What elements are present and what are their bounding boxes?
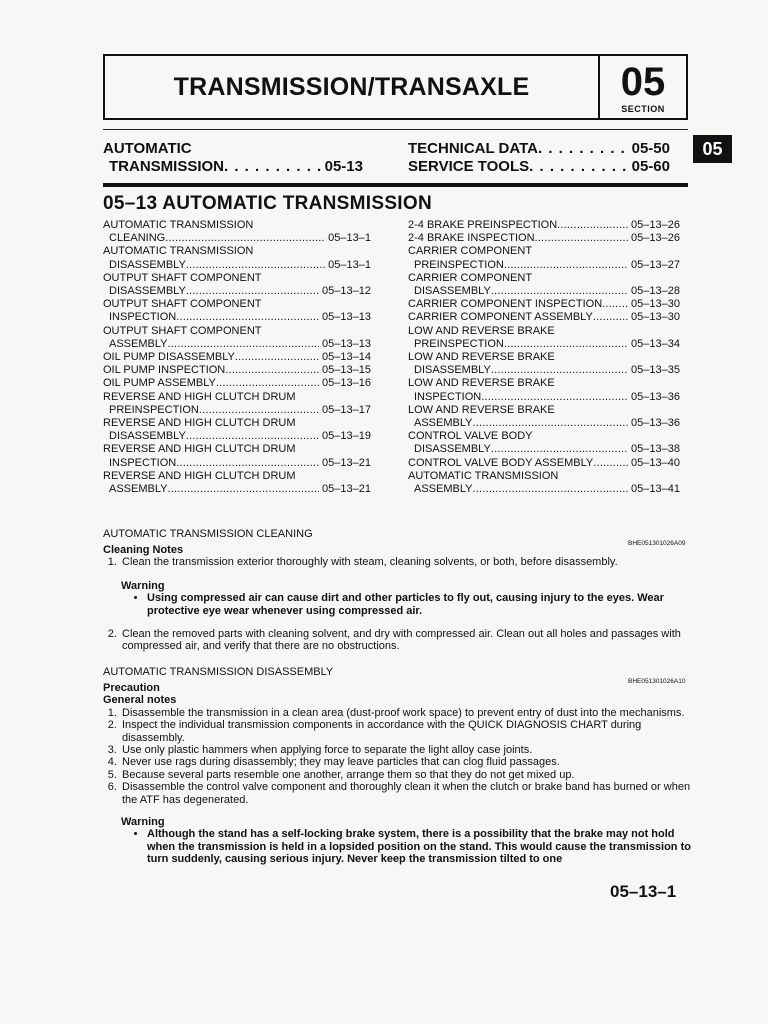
reference-code: BHE051301026A09: [628, 540, 686, 547]
chapter-index-entry: [103, 232, 371, 245]
index-page: 05–13–26: [631, 232, 680, 245]
index-label: INSPECTION: [414, 390, 482, 403]
chapter-index-entry: [408, 311, 680, 324]
leader-dots: [593, 457, 628, 470]
index-page: 05–13–35: [631, 364, 680, 377]
chapter-index-entry: [408, 430, 680, 443]
reference-code: BHE051301026A10: [628, 678, 686, 685]
index-label: ASSEMBLY: [414, 483, 473, 496]
chapter-index-entry: [103, 298, 371, 311]
chapter-index-entry: [103, 443, 371, 456]
leader-dots: [199, 404, 319, 417]
leader-dots: [186, 259, 325, 272]
section-number: 05: [620, 60, 666, 104]
precaution-heading: Precaution: [103, 682, 160, 694]
cleaning-step: 1. Clean the transmission exterior thoroughly with steam, cleaning solvents, or both, before disassembly.: [120, 556, 693, 568]
chapter-index-entry: [408, 259, 680, 272]
index-label: INSPECTION: [109, 311, 177, 324]
chapter-index-entry: [408, 219, 680, 232]
warning-list: [121, 828, 693, 865]
index-page: 05–13–12: [322, 285, 371, 298]
index-label: CLEANING: [109, 232, 166, 245]
leader-dots: [235, 351, 319, 364]
note-item: 4. Never use rags during disassembly; they may leave particles that can clog fluid passages.: [120, 756, 693, 768]
chapter-index-entry: [408, 457, 680, 470]
leader-dots: [491, 285, 628, 298]
leader-dots: [186, 430, 319, 443]
chapter-index-left: [103, 219, 371, 496]
section-number-box: [600, 56, 686, 118]
index-label: OIL PUMP INSPECTION: [103, 364, 226, 377]
leader-dots: [557, 219, 628, 232]
top-index-label: TRANSMISSION: [109, 158, 225, 175]
chapter-index-entry: [408, 443, 680, 456]
index-label: LOW AND REVERSE BRAKE: [408, 403, 555, 416]
cleaning-heading: AUTOMATIC TRANSMISSION CLEANING: [103, 528, 313, 540]
top-index-label: AUTOMATIC: [103, 140, 192, 157]
cleaning-steps: [103, 556, 693, 568]
leader-dots: [176, 457, 319, 470]
top-index-row: [408, 140, 670, 158]
chapter-index-entry: [103, 219, 371, 232]
section-label: SECTION: [621, 104, 665, 114]
index-label: DISASSEMBLY: [414, 443, 491, 456]
chapter-index-entry: [408, 377, 680, 390]
index-label: INSPECTION: [109, 456, 177, 469]
index-label: CONTROL VALVE BODY: [408, 430, 533, 443]
chapter-title: 05–13 AUTOMATIC TRANSMISSION: [103, 193, 432, 214]
index-page: 05–13–15: [322, 364, 371, 377]
index-page: 05–13–34: [631, 337, 680, 350]
chapter-index-entry: [103, 417, 371, 430]
index-page: 05–13–13: [322, 311, 371, 324]
index-page: 05–13–27: [631, 258, 680, 271]
leader-dots: [176, 311, 319, 324]
chapter-index-entry: [408, 391, 680, 404]
index-page: 05–13–26: [631, 219, 680, 231]
index-page: 05–13–17: [322, 403, 371, 416]
chapter-index-entry: [408, 483, 680, 496]
index-label: LOW AND REVERSE BRAKE: [408, 324, 555, 337]
chapter-index-entry: [103, 430, 371, 443]
top-index-page: 05-13: [324, 158, 363, 175]
chapter-index-entry: [103, 338, 371, 351]
index-page: 05–13–19: [322, 430, 371, 443]
top-index-left: [103, 140, 363, 176]
chapter-index-entry: [408, 232, 680, 245]
leader-dots: [165, 232, 325, 245]
section-header: [103, 54, 688, 120]
leader-dots: [538, 140, 629, 158]
leader-dots: [593, 311, 628, 324]
leader-dots: [224, 158, 322, 176]
index-label: REVERSE AND HIGH CLUTCH DRUM: [103, 469, 296, 482]
index-label: OUTPUT SHAFT COMPONENT: [103, 271, 262, 284]
leader-dots: [168, 338, 320, 351]
index-label: AUTOMATIC TRANSMISSION: [408, 469, 559, 482]
index-label: 2-4 BRAKE PREINSPECTION: [408, 219, 558, 231]
disassembly-section: [103, 682, 693, 866]
chapter-index-entry: [408, 285, 680, 298]
index-label: OUTPUT SHAFT COMPONENT: [103, 324, 262, 337]
chapter-index-entry: [408, 338, 680, 351]
top-index-page: 05-50: [631, 140, 670, 157]
chapter-index-entry: [103, 272, 371, 285]
index-page: 05–13–30: [631, 311, 680, 324]
index-page: 05–13–21: [322, 456, 371, 469]
index-label: DISASSEMBLY: [109, 285, 186, 298]
chapter-index-entry: [103, 377, 371, 390]
leader-dots: [535, 232, 629, 245]
index-label: CONTROL VALVE BODY ASSEMBLY: [408, 456, 594, 469]
leader-dots: [491, 364, 628, 377]
chapter-index-entry: [408, 470, 680, 483]
chapter-index-entry: [103, 245, 371, 258]
index-label: OIL PUMP DISASSEMBLY: [103, 351, 235, 364]
index-label: CARRIER COMPONENT: [408, 271, 533, 284]
general-notes-heading: General notes: [103, 694, 177, 707]
index-label: ASSEMBLY: [109, 483, 168, 496]
top-index-row: [103, 158, 363, 176]
chapter-index-entry: [408, 272, 680, 285]
chapter-index-entry: [103, 285, 371, 298]
leader-dots: [473, 417, 629, 430]
chapter-index-entry: [408, 325, 680, 338]
index-label: DISASSEMBLY: [414, 285, 491, 298]
index-label: AUTOMATIC TRANSMISSION: [103, 245, 254, 258]
index-label: 2-4 BRAKE INSPECTION: [408, 232, 535, 245]
warning-block: [103, 816, 693, 866]
top-index-row: [103, 140, 363, 158]
warning-label: Warning: [121, 816, 165, 829]
leader-dots: [602, 298, 628, 311]
index-label: LOW AND REVERSE BRAKE: [408, 351, 555, 364]
leader-dots: [504, 259, 628, 272]
index-label: DISASSEMBLY: [414, 364, 491, 377]
note-item: 2. Inspect the individual transmission components in accordance with the QUICK DIAGNOSIS CHART during disassembly.: [120, 719, 693, 744]
chapter-index-entry: [408, 364, 680, 377]
index-label: AUTOMATIC TRANSMISSION: [103, 219, 254, 231]
leader-dots: [168, 483, 320, 496]
index-page: 05–13–36: [631, 390, 680, 403]
chapter-index-entry: [408, 351, 680, 364]
warning-text: • Although the stand has a self-locking brake system, there is a possibility that the brake may not hold when the transmission is held in a lopsided position on the stand. This would cause the transmission to turn suddenly, causing serious injury. Never keep the transmission tilted to one: [147, 828, 693, 865]
top-index-right: [408, 140, 670, 176]
index-label: LOW AND REVERSE BRAKE: [408, 377, 555, 390]
chapter-index-entry: [103, 391, 371, 404]
chapter-index-entry: [408, 417, 680, 430]
top-index-label: SERVICE TOOLS: [408, 158, 530, 175]
page-number: 05–13–1: [610, 882, 677, 901]
index-page: 05–13–38: [631, 443, 680, 456]
index-label: ASSEMBLY: [109, 337, 168, 350]
index-label: PREINSPECTION: [414, 337, 504, 350]
index-page: 05–13–13: [322, 337, 371, 350]
chapter-index-entry: [103, 457, 371, 470]
divider-rule: [103, 183, 688, 187]
index-page: 05–13–21: [322, 483, 371, 496]
chapter-index-entry: [103, 311, 371, 324]
chapter-index-entry: [103, 259, 371, 272]
chapter-index-entry: [103, 483, 371, 496]
cleaning-subheading: Cleaning Notes: [103, 544, 184, 556]
chapter-index-entry: [408, 404, 680, 417]
index-label: OIL PUMP ASSEMBLY: [103, 377, 216, 390]
chapter-index-entry: [103, 364, 371, 377]
cleaning-step: 2. Clean the removed parts with cleaning solvent, and dry with compressed air. Clean out all holes and passages with compressed air, and verify that there are no obstructions.: [120, 628, 693, 653]
index-page: 05–13–1: [328, 232, 371, 245]
index-label: REVERSE AND HIGH CLUTCH DRUM: [103, 390, 296, 403]
index-label: PREINSPECTION: [109, 403, 199, 416]
leader-dots: [225, 364, 319, 377]
index-label: PREINSPECTION: [414, 258, 504, 271]
index-label: DISASSEMBLY: [109, 258, 186, 271]
top-index-page: 05-60: [631, 158, 670, 175]
index-label: REVERSE AND HIGH CLUTCH DRUM: [103, 443, 296, 456]
index-page: 05–13–30: [631, 298, 680, 311]
chapter-index-entry: [408, 298, 680, 311]
index-page: 05–13–16: [322, 377, 371, 390]
note-item: 6. Disassemble the control valve component and thoroughly clean it when the clutch or brake band has burned or when the ATF has degenerated.: [120, 781, 693, 806]
index-label: REVERSE AND HIGH CLUTCH DRUM: [103, 417, 296, 430]
index-label: CARRIER COMPONENT INSPECTION: [408, 298, 603, 311]
warning-text: • Using compressed air can cause dirt and other particles to fly out, causing injury to the eyes. Wear protective eye wear whenever using compressed air.: [147, 592, 693, 617]
leader-dots: [504, 338, 628, 351]
divider-rule: [103, 129, 688, 130]
note-item: 1. Disassemble the transmission in a clean area (dust-proof work space) to prevent entry of dust into the mechanisms.: [120, 707, 693, 719]
leader-dots: [473, 483, 629, 496]
top-index-label: TECHNICAL DATA: [408, 140, 538, 157]
cleaning-section: [103, 544, 693, 653]
chapter-index-entry: [103, 470, 371, 483]
index-label: CARRIER COMPONENT ASSEMBLY: [408, 311, 593, 324]
leader-dots: [216, 377, 319, 390]
section-title: TRANSMISSION/TRANSAXLE: [173, 72, 530, 101]
index-label: CARRIER COMPONENT: [408, 245, 533, 258]
chapter-index-entry: [103, 351, 371, 364]
warning-label: Warning: [121, 579, 165, 592]
leader-dots: [481, 391, 628, 404]
section-tab: 05: [693, 135, 732, 163]
index-page: 05–13–36: [631, 417, 680, 430]
top-index-row: [408, 158, 670, 176]
note-item: 5. Because several parts resemble one another, arrange them so that they do not get mixed up.: [120, 769, 693, 781]
general-notes-list: [103, 707, 693, 806]
index-label: ASSEMBLY: [414, 417, 473, 430]
chapter-index-right: [408, 219, 680, 496]
leader-dots: [186, 285, 319, 298]
index-page: 05–13–14: [322, 351, 371, 364]
index-page: 05–13–28: [631, 285, 680, 298]
leader-dots: [491, 443, 628, 456]
chapter-index-entry: [103, 404, 371, 417]
note-item: 3. Use only plastic hammers when applying force to separate the light alloy case joints.: [120, 744, 693, 756]
index-page: 05–13–41: [631, 483, 680, 496]
leader-dots: [529, 158, 628, 176]
index-page: 05–13–1: [328, 258, 371, 271]
index-page: 05–13–40: [631, 456, 680, 469]
chapter-index-entry: [408, 245, 680, 258]
index-label: OUTPUT SHAFT COMPONENT: [103, 298, 262, 311]
warning-list: [121, 592, 693, 617]
chapter-index-entry: [103, 325, 371, 338]
index-label: DISASSEMBLY: [109, 430, 186, 443]
disassembly-heading: AUTOMATIC TRANSMISSION DISASSEMBLY: [103, 666, 334, 678]
warning-block: [103, 580, 693, 617]
cleaning-steps: [103, 628, 693, 653]
